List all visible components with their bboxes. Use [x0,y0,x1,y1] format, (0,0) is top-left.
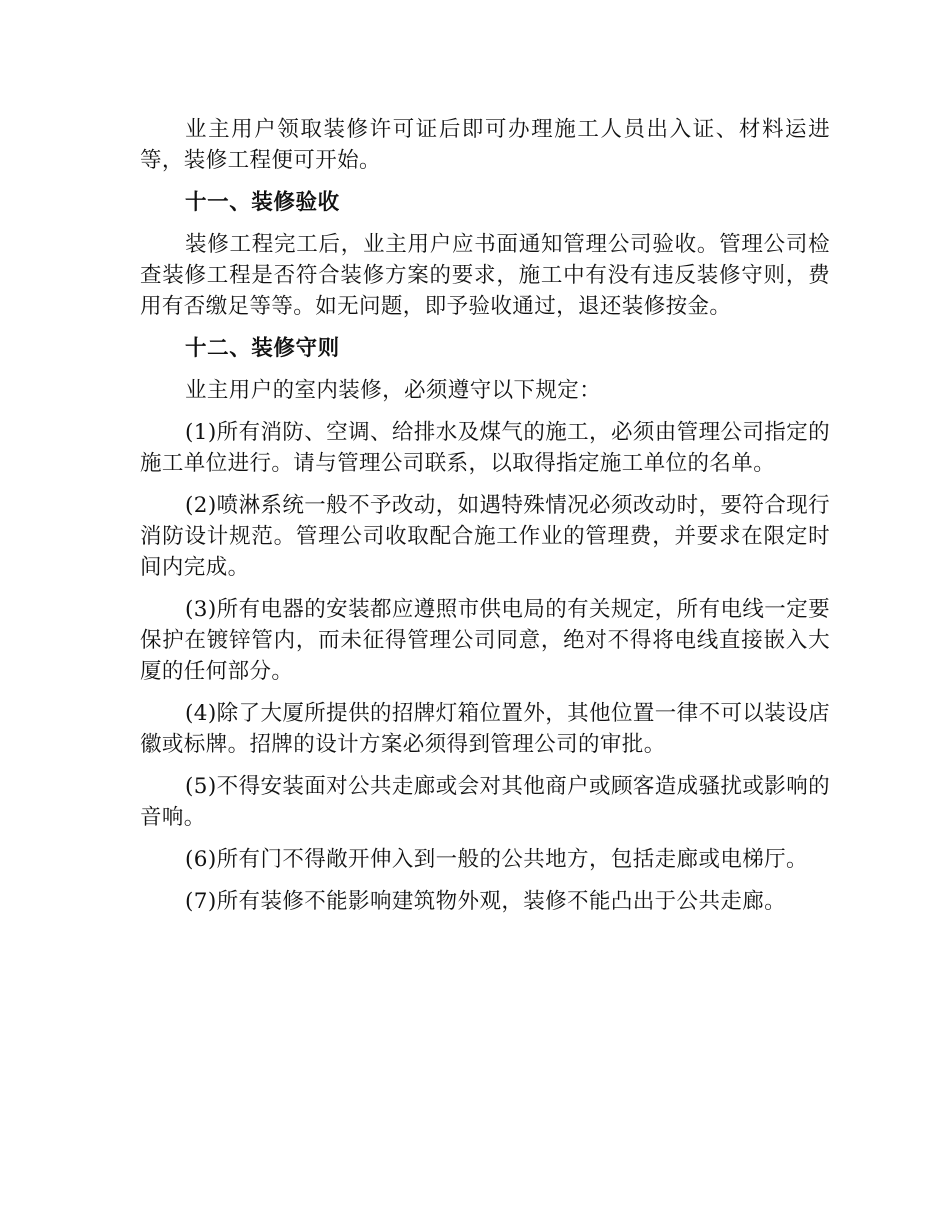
rule-item-1: (1)所有消防、空调、给排水及煤气的施工，必须由管理公司指定的施工单位进行。请与管理公司联系，以取得指定施工单位的名单。 [140,420,830,476]
document-page [140,114,830,928]
rule-item-3: (3)所有电器的安装都应遵照市供电局的有关规定，所有电线一定要保护在镀锌管内，而未征得管理公司同意，绝对不得将电线直接嵌入大厦的任何部分。 [140,597,830,684]
rule-item-5: (5)不得安装面对公共走廊或会对其他商户或顾客造成骚扰或影响的音响。 [140,774,830,830]
section-heading-rules: 十二、装修守则 [185,336,340,361]
rule-item-4: (4)除了大厦所提供的招牌灯箱位置外，其他位置一律不可以装设店徽或标牌。招牌的设计方案必须得到管理公司的审批。 [140,701,830,757]
rule-item-6: (6)所有门不得敞开伸入到一般的公共地方，包括走廊或电梯厅。 [185,847,808,872]
paragraph-rules-intro: 业主用户的室内装修，必须遵守以下规定： [185,378,602,403]
rule-item-2: (2)喷淋系统一般不予改动，如遇特殊情况必须改动时，要符合现行消防设计规范。管理公司收取配合施工作业的管理费，并要求在限定时间内完成。 [140,493,830,580]
paragraph-acceptance: 装修工程完工后，业主用户应书面通知管理公司验收。管理公司检查装修工程是否符合装修方案的要求，施工中有没有违反装修守则，费用有否缴足等等。如无问题，即予验收通过，退还装修按金。 [140,232,830,319]
rule-item-7: (7)所有装修不能影响建筑物外观，装修不能凸出于公共走廊。 [185,889,787,914]
section-heading-acceptance: 十一、装修验收 [185,190,340,215]
paragraph-permit-start: 业主用户领取装修许可证后即可办理施工人员出入证、材料运进等，装修工程便可开始。 [140,117,830,173]
